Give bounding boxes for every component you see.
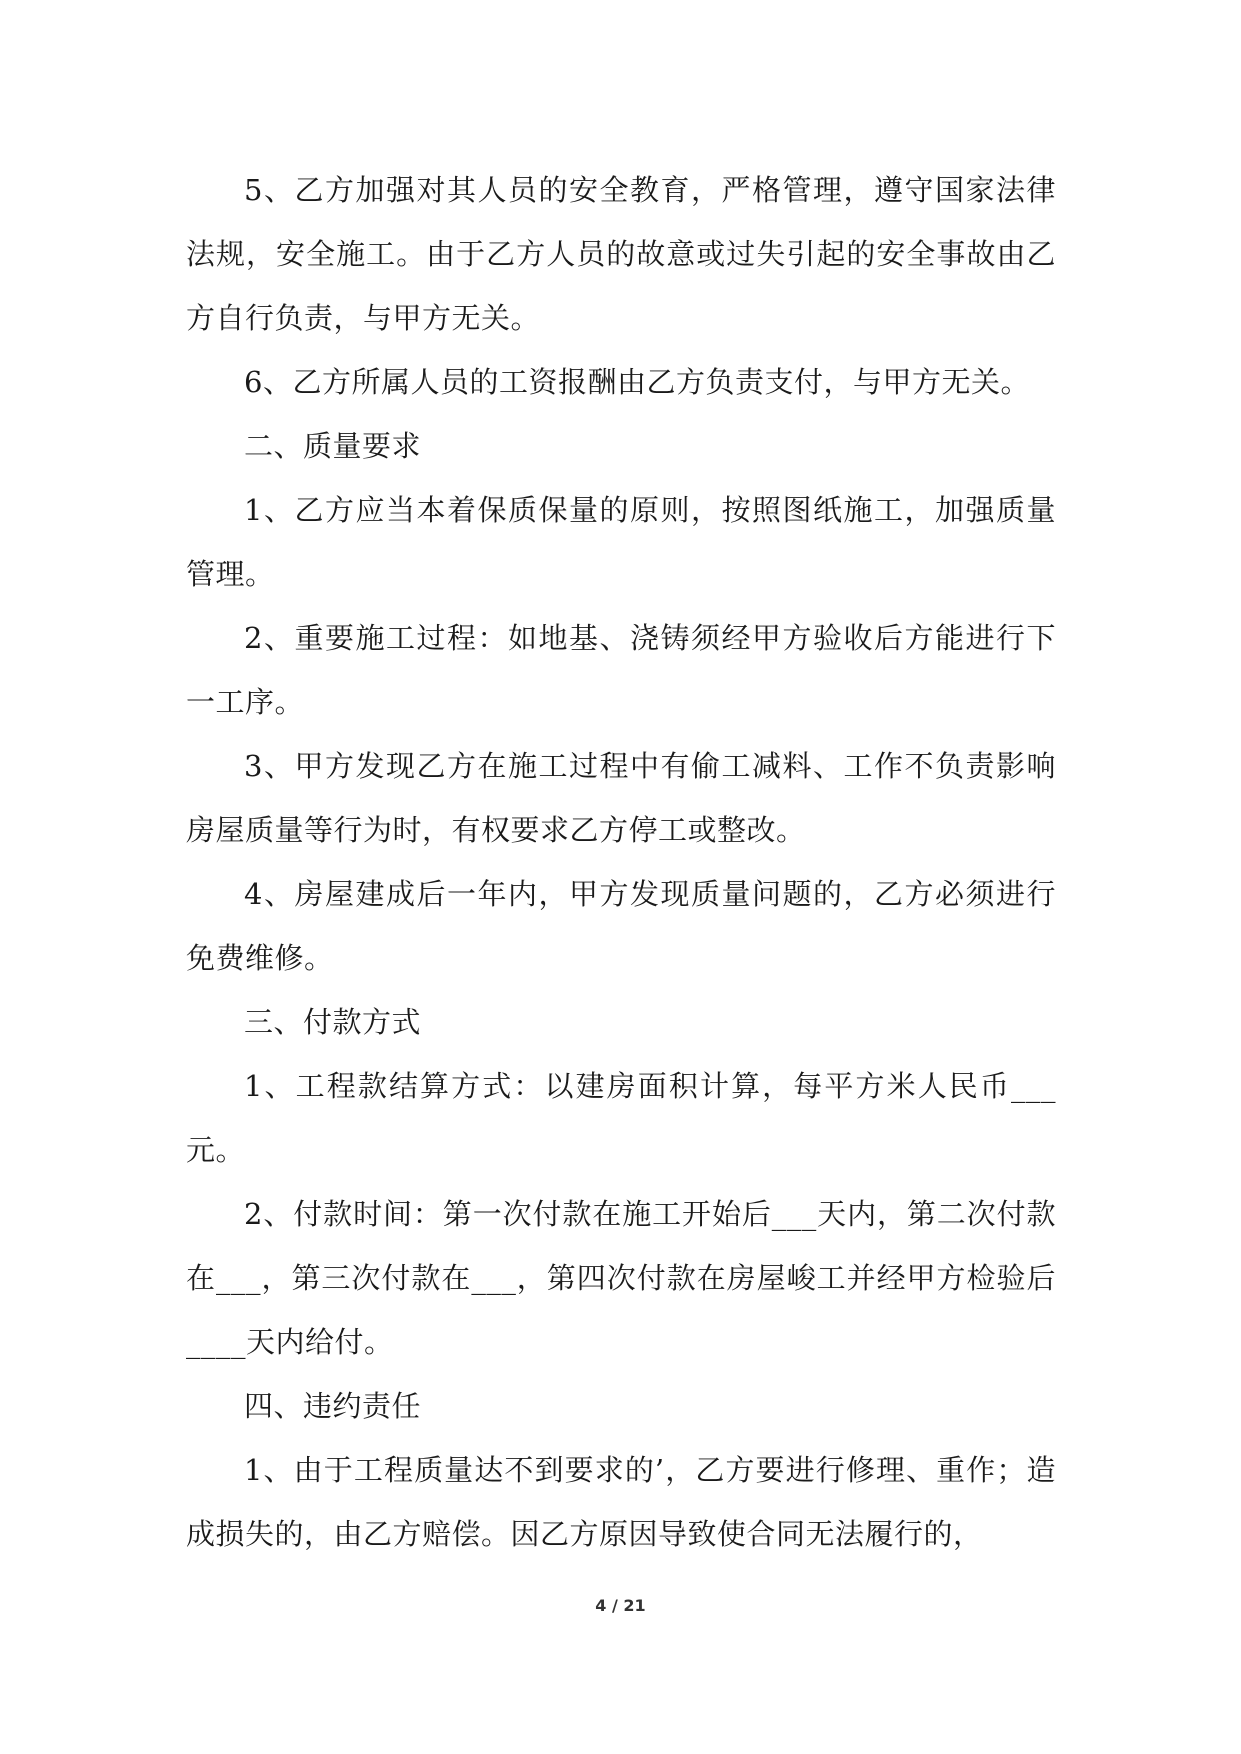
paragraph-quality-4: 4、房屋建成后一年内，甲方发现质量问题的，乙方必须进行免费维修。 bbox=[186, 877, 1056, 975]
section-heading-payment: 三、付款方式 bbox=[244, 1005, 422, 1039]
section-heading-liability: 四、违约责任 bbox=[244, 1389, 422, 1423]
paragraph-clause-5: 5、乙方加强对其人员的安全教育，严格管理，遵守国家法律法规，安全施工。由于乙方人员的故意或过失引起的安全事故由乙方自行负责，与甲方无关。 bbox=[186, 173, 1056, 335]
paragraph-quality-2: 2、重要施工过程：如地基、浇铸须经甲方验收后方能进行下一工序。 bbox=[186, 621, 1056, 719]
paragraph-quality-1: 1、乙方应当本着保质保量的原则，按照图纸施工，加强质量管理。 bbox=[186, 493, 1056, 591]
page-number: 4 / 21 bbox=[595, 1596, 646, 1615]
paragraph-payment-1: 1、工程款结算方式：以建房面积计算，每平方米人民币___元。 bbox=[186, 1069, 1056, 1167]
paragraph-quality-3: 3、甲方发现乙方在施工过程中有偷工减料、工作不负责影响房屋质量等行为时，有权要求乙方停工或整改。 bbox=[186, 749, 1056, 847]
paragraph-liability-1: 1、由于工程质量达不到要求的’，乙方要进行修理、重作；造成损失的，由乙方赔偿。因乙方原因导致使合同无法履行的， bbox=[186, 1453, 1056, 1551]
document-body bbox=[186, 158, 1056, 1566]
section-heading-quality: 二、质量要求 bbox=[244, 429, 422, 463]
paragraph-payment-2: 2、付款时间：第一次付款在施工开始后___天内，第二次付款在___，第三次付款在___，第四次付款在房屋峻工并经甲方检验后____天内给付。 bbox=[186, 1197, 1056, 1359]
paragraph-clause-6: 6、乙方所属人员的工资报酬由乙方负责支付，与甲方无关。 bbox=[244, 365, 1030, 399]
